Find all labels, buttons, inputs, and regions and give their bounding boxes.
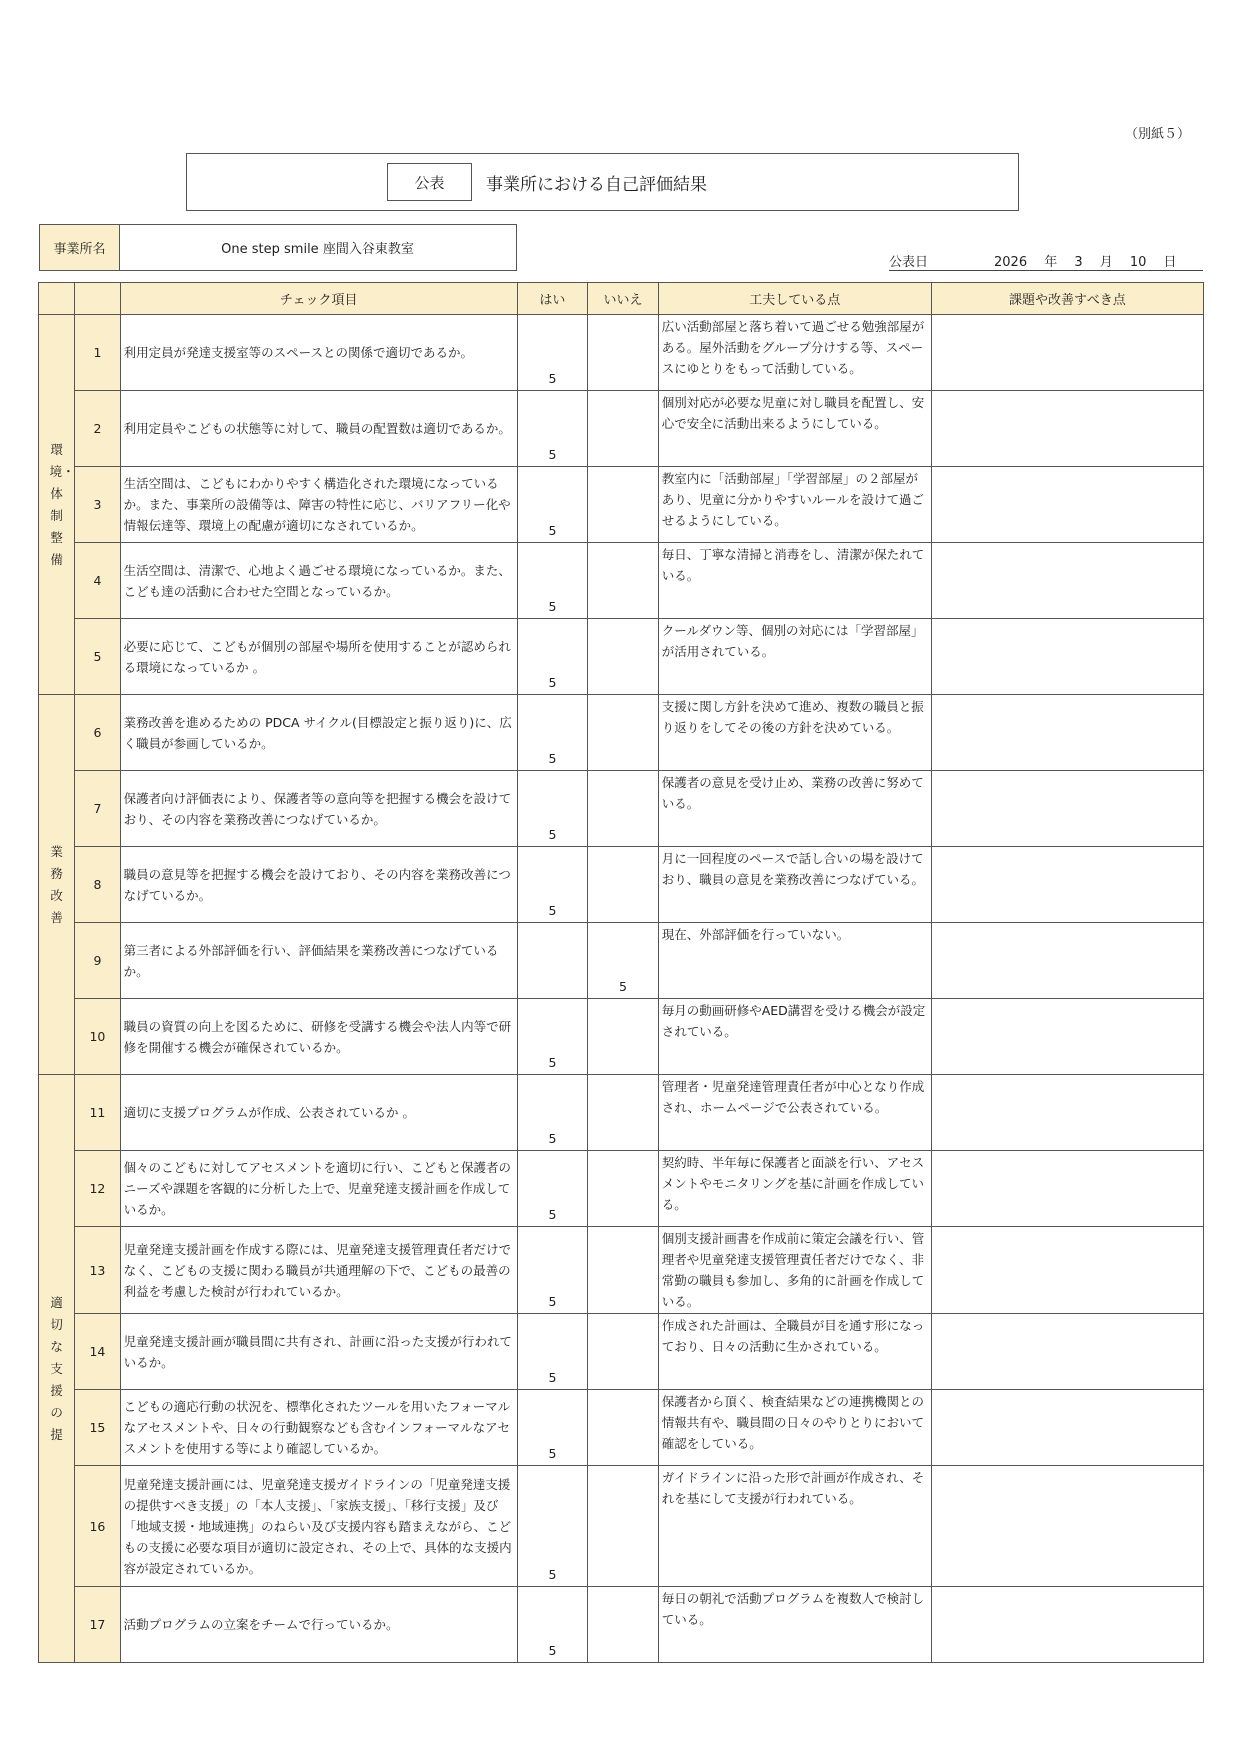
yes-count <box>517 923 588 999</box>
check-item: 保護者向け評価表により、保護者等の意向等を把握する機会を設けており、その内容を業務改善につなげているか。 <box>120 771 517 847</box>
improvement-point: 管理者・児童発達管理責任者が中心となり作成され、ホームページで公表されている。 <box>658 1075 931 1151</box>
table-row <box>39 771 1204 847</box>
issue-note <box>931 619 1203 695</box>
table-row <box>39 1587 1204 1663</box>
yes-count: 5 <box>517 1075 588 1151</box>
header-no: いいえ <box>588 283 659 315</box>
evaluation-table <box>38 282 1204 1663</box>
publish-date-label: 公表日 <box>889 255 929 270</box>
category-label: 適切な支援の提 <box>50 1294 63 1442</box>
improvement-point: 毎月の動画研修やAED講習を受ける機会が設定されている。 <box>658 999 931 1075</box>
yes-count: 5 <box>517 999 588 1075</box>
improvement-point: 個別支援計画書を作成前に策定会議を行い、管理者や児童発達支援管理責任者だけでなく、非常勤の職員も参加し、多角的に計画を作成している。 <box>658 1227 931 1314</box>
improvement-point: 広い活動部屋と落ち着いて過ごせる勉強部屋がある。屋外活動をグループ分けする等、スペースにゆとりをもって活動している。 <box>658 315 931 391</box>
issue-note <box>931 1227 1203 1314</box>
table-header-row <box>39 283 1204 315</box>
issue-note <box>931 999 1203 1075</box>
yes-count: 5 <box>517 1390 588 1466</box>
improvement-point: 保護者の意見を受け止め、業務の改善に努めている。 <box>658 771 931 847</box>
table-row <box>39 923 1204 999</box>
row-number: 3 <box>75 467 120 543</box>
issue-note <box>931 315 1203 391</box>
row-number: 6 <box>75 695 120 771</box>
row-number: 4 <box>75 543 120 619</box>
check-item: 活動プログラムの立案をチームで行っているか。 <box>120 1587 517 1663</box>
check-item: 児童発達支援計画を作成する際には、児童発達支援管理責任者だけでなく、こどもの支援に関わる職員が共通理解の下で、こどもの最善の利益を考慮した検討が行われているか。 <box>120 1227 517 1314</box>
yes-count: 5 <box>517 695 588 771</box>
publish-badge: 公表 <box>387 163 472 201</box>
issue-note <box>931 1466 1203 1587</box>
check-item: 職員の資質の向上を図るために、研修を受講する機会や法人内等で研修を開催する機会が確保されているか。 <box>120 999 517 1075</box>
check-item: 児童発達支援計画には、児童発達支援ガイドラインの「児童発達支援の提供すべき支援」の「本人支援」、「家族支援」、「移行支援」及び「地域支援・地域連携」のねらい及び支援内容も踏まえながら、こどもの支援に必要な項目が適切に設定され、その上で、具体的な支援内容が設定されているか。 <box>120 1466 517 1587</box>
row-number: 15 <box>75 1390 120 1466</box>
table-row <box>39 543 1204 619</box>
row-number: 2 <box>75 391 120 467</box>
table-row <box>39 1390 1204 1466</box>
yes-count: 5 <box>517 847 588 923</box>
improvement-point: クールダウン等、個別の対応には「学習部屋」が活用されている。 <box>658 619 931 695</box>
issue-note <box>931 923 1203 999</box>
row-number: 8 <box>75 847 120 923</box>
issue-note <box>931 1151 1203 1227</box>
yes-count: 5 <box>517 391 588 467</box>
no-count <box>588 1075 659 1151</box>
no-count <box>588 543 659 619</box>
issue-note <box>931 467 1203 543</box>
table-row <box>39 999 1204 1075</box>
check-item: 生活空間は、清潔で、心地よく過ごせる環境になっているか。また、こども達の活動に合わせた空間となっているか。 <box>120 543 517 619</box>
header-number <box>75 283 120 315</box>
yes-count: 5 <box>517 315 588 391</box>
yes-count: 5 <box>517 619 588 695</box>
issue-note <box>931 1390 1203 1466</box>
table-row <box>39 315 1204 391</box>
header-issues: 課題や改善すべき点 <box>931 283 1203 315</box>
yes-count: 5 <box>517 771 588 847</box>
issue-note <box>931 1075 1203 1151</box>
check-item: 利用定員が発達支援室等のスペースとの関係で適切であるか。 <box>120 315 517 391</box>
no-count <box>588 619 659 695</box>
row-number: 14 <box>75 1314 120 1390</box>
issue-note <box>931 543 1203 619</box>
category-label: 環境・体制整備 <box>49 441 75 567</box>
improvement-point: 個別対応が必要な児童に対し職員を配置し、安心で安全に活動出来るようにしている。 <box>658 391 931 467</box>
no-count: 5 <box>588 923 659 999</box>
no-count <box>588 391 659 467</box>
page-title: 事業所における自己評価結果 <box>486 175 707 195</box>
table-row <box>39 619 1204 695</box>
category-environment <box>39 315 75 695</box>
table-row <box>39 391 1204 467</box>
yes-count: 5 <box>517 1227 588 1314</box>
publish-date-underline <box>889 270 1203 271</box>
table-row <box>39 847 1204 923</box>
check-item: 生活空間は、こどもにわかりやすく構造化された環境になっているか。また、事業所の設備等は、障害の特性に応じ、バリアフリー化や情報伝達等、環境上の配慮が適切になされているか。 <box>120 467 517 543</box>
table-row <box>39 1151 1204 1227</box>
no-count <box>588 1466 659 1587</box>
check-item: こどもの適応行動の状況を、標準化されたツールを用いたフォーマルなアセスメントや、日々の行動観察なども含むインフォーマルなアセスメントを使用する等により確認しているか。 <box>120 1390 517 1466</box>
improvement-point: 月に一回程度のペースで話し合いの場を設けており、職員の意見を業務改善につなげている。 <box>658 847 931 923</box>
row-number: 13 <box>75 1227 120 1314</box>
no-count <box>588 847 659 923</box>
row-number: 17 <box>75 1587 120 1663</box>
row-number: 1 <box>75 315 120 391</box>
header-check-item: チェック項目 <box>120 283 517 315</box>
issue-note <box>931 1587 1203 1663</box>
yes-count: 5 <box>517 1587 588 1663</box>
category-support <box>39 1075 75 1663</box>
check-item: 利用定員やこどもの状態等に対して、職員の配置数は適切であるか。 <box>120 391 517 467</box>
header-yes: はい <box>517 283 588 315</box>
no-count <box>588 999 659 1075</box>
check-item: 業務改善を進めるための PDCA サイクル(目標設定と振り返り)に、広く職員が参画しているか。 <box>120 695 517 771</box>
row-number: 9 <box>75 923 120 999</box>
yes-count: 5 <box>517 1151 588 1227</box>
table-row <box>39 467 1204 543</box>
yes-count: 5 <box>517 1466 588 1587</box>
table-row <box>39 1466 1204 1587</box>
row-number: 10 <box>75 999 120 1075</box>
issue-note <box>931 771 1203 847</box>
no-count <box>588 1314 659 1390</box>
improvement-point: 契約時、半年毎に保護者と面談を行い、アセスメントやモニタリングを基に計画を作成している。 <box>658 1151 931 1227</box>
table-row <box>39 1314 1204 1390</box>
improvement-point: 教室内に「活動部屋」「学習部屋」の２部屋があり、児童に分かりやすいルールを設けて過ごせるようにしている。 <box>658 467 931 543</box>
improvement-point: 保護者から頂く、検査結果などの連携機関との情報共有や、職員間の日々のやりとりにおいて確認をしている。 <box>658 1390 931 1466</box>
no-count <box>588 695 659 771</box>
check-item: 児童発達支援計画が職員間に共有され、計画に沿った支援が行われているか。 <box>120 1314 517 1390</box>
row-number: 16 <box>75 1466 120 1587</box>
table-row <box>39 1227 1204 1314</box>
category-business <box>39 695 75 1075</box>
table-row <box>39 1075 1204 1151</box>
issue-note <box>931 695 1203 771</box>
improvement-point: 現在、外部評価を行っていない。 <box>658 923 931 999</box>
issue-note <box>931 847 1203 923</box>
improvement-point: 毎日の朝礼で活動プログラムを複数人で検討している。 <box>658 1587 931 1663</box>
header-category <box>39 283 75 315</box>
row-number: 12 <box>75 1151 120 1227</box>
row-number: 5 <box>75 619 120 695</box>
no-count <box>588 315 659 391</box>
improvement-point: ガイドラインに沿った形で計画が作成され、それを基にして支援が行われている。 <box>658 1466 931 1587</box>
publish-date-value: 2026 年 3 月 10 日 <box>994 255 1177 270</box>
improvement-point: 支援に関し方針を決めて進め、複数の職員と振り返りをしてその後の方針を決めている。 <box>658 695 931 771</box>
no-count <box>588 1227 659 1314</box>
annex-label: （別紙５） <box>1125 127 1191 142</box>
header-points: 工夫している点 <box>658 283 931 315</box>
yes-count: 5 <box>517 1314 588 1390</box>
check-item: 適切に支援プログラムが作成、公表されているか 。 <box>120 1075 517 1151</box>
yes-count: 5 <box>517 543 588 619</box>
office-name-label: 事業所名 <box>39 224 120 271</box>
office-name-value: One step smile 座間入谷東教室 <box>119 224 517 271</box>
no-count <box>588 771 659 847</box>
yes-count: 5 <box>517 467 588 543</box>
check-item: 第三者による外部評価を行い、評価結果を業務改善につなげているか。 <box>120 923 517 999</box>
improvement-point: 作成された計画は、全職員が目を通す形になっており、日々の活動に生かされている。 <box>658 1314 931 1390</box>
check-item: 職員の意見等を把握する機会を設けており、その内容を業務改善につなげているか。 <box>120 847 517 923</box>
no-count <box>588 1390 659 1466</box>
check-item: 必要に応じて、こどもが個別の部屋や場所を使用することが認められる環境になっているか 。 <box>120 619 517 695</box>
no-count <box>588 467 659 543</box>
issue-note <box>931 391 1203 467</box>
category-label: 業務改善 <box>50 843 63 925</box>
no-count <box>588 1587 659 1663</box>
check-item: 個々のこどもに対してアセスメントを適切に行い、こどもと保護者のニーズや課題を客観的に分析した上で、児童発達支援計画を作成しているか。 <box>120 1151 517 1227</box>
table-row <box>39 695 1204 771</box>
improvement-point: 毎日、丁寧な清掃と消毒をし、清潔が保たれている。 <box>658 543 931 619</box>
no-count <box>588 1151 659 1227</box>
issue-note <box>931 1314 1203 1390</box>
row-number: 11 <box>75 1075 120 1151</box>
row-number: 7 <box>75 771 120 847</box>
